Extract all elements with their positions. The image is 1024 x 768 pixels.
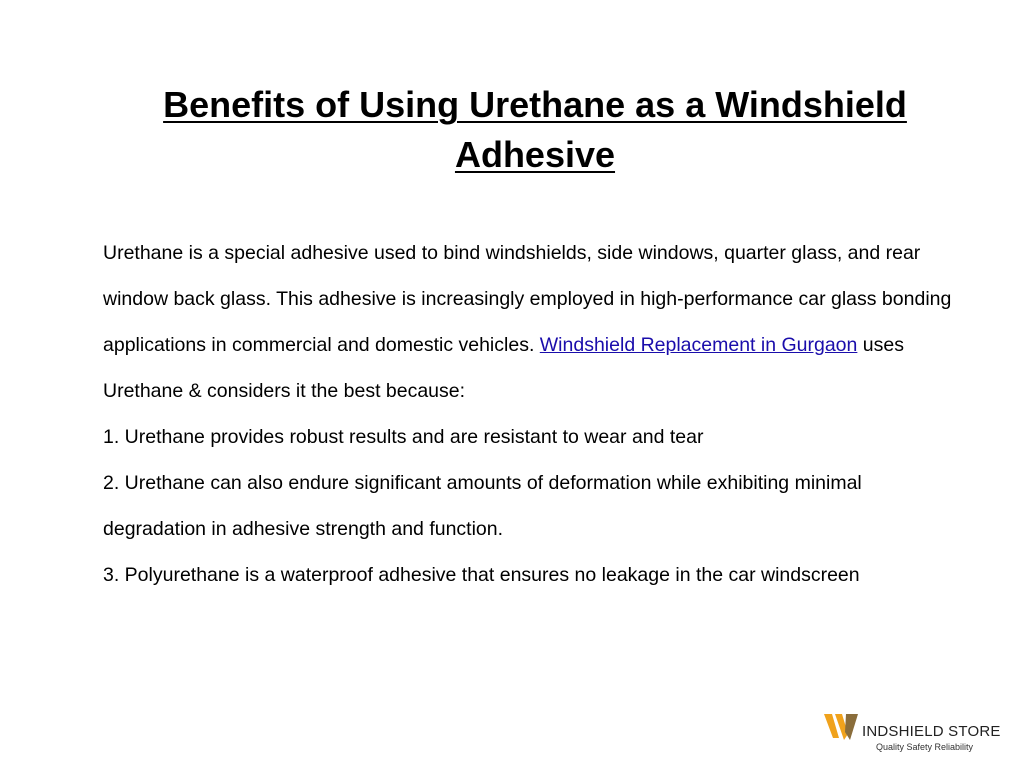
logo-mark-right-stroke [845,714,858,740]
logo-tagline: Quality Safety Reliability [876,742,974,752]
slide-body [103,230,963,598]
windshield-store-logo [824,712,1004,756]
intro-paragraph [103,230,963,414]
slide-title-line-1: Benefits of Using Urethane as a Windshield [163,84,907,125]
slide-title-line-2: Adhesive [454,134,616,175]
logo-name: INDSHIELD STORE [862,723,1001,740]
logo-w-mark-icon [824,712,860,742]
benefit-item-1: 1. Urethane provides robust results and are resistant to wear and tear [103,426,704,448]
slide-title [100,80,970,180]
intro-text-after-link: uses Urethane & considers it the best because: [103,334,904,402]
benefit-item-3: 3. Polyurethane is a waterproof adhesive that ensures no leakage in the car windscreen [103,564,860,586]
benefit-item-2: 2. Urethane can also endure significant amounts of deformation while exhibiting minimal degradation in adhesive strength and function. [103,472,862,540]
intro-text-before-link: Urethane is a special adhesive used to bind windshields, side windows, quarter glass, and rear window back glass. This adhesive is increasingly employed in high-performance car glass bonding applications in commercial and domestic vehicles. [103,242,952,356]
windshield-replacement-link[interactable]: Windshield Replacement in Gurgaon [539,334,858,356]
